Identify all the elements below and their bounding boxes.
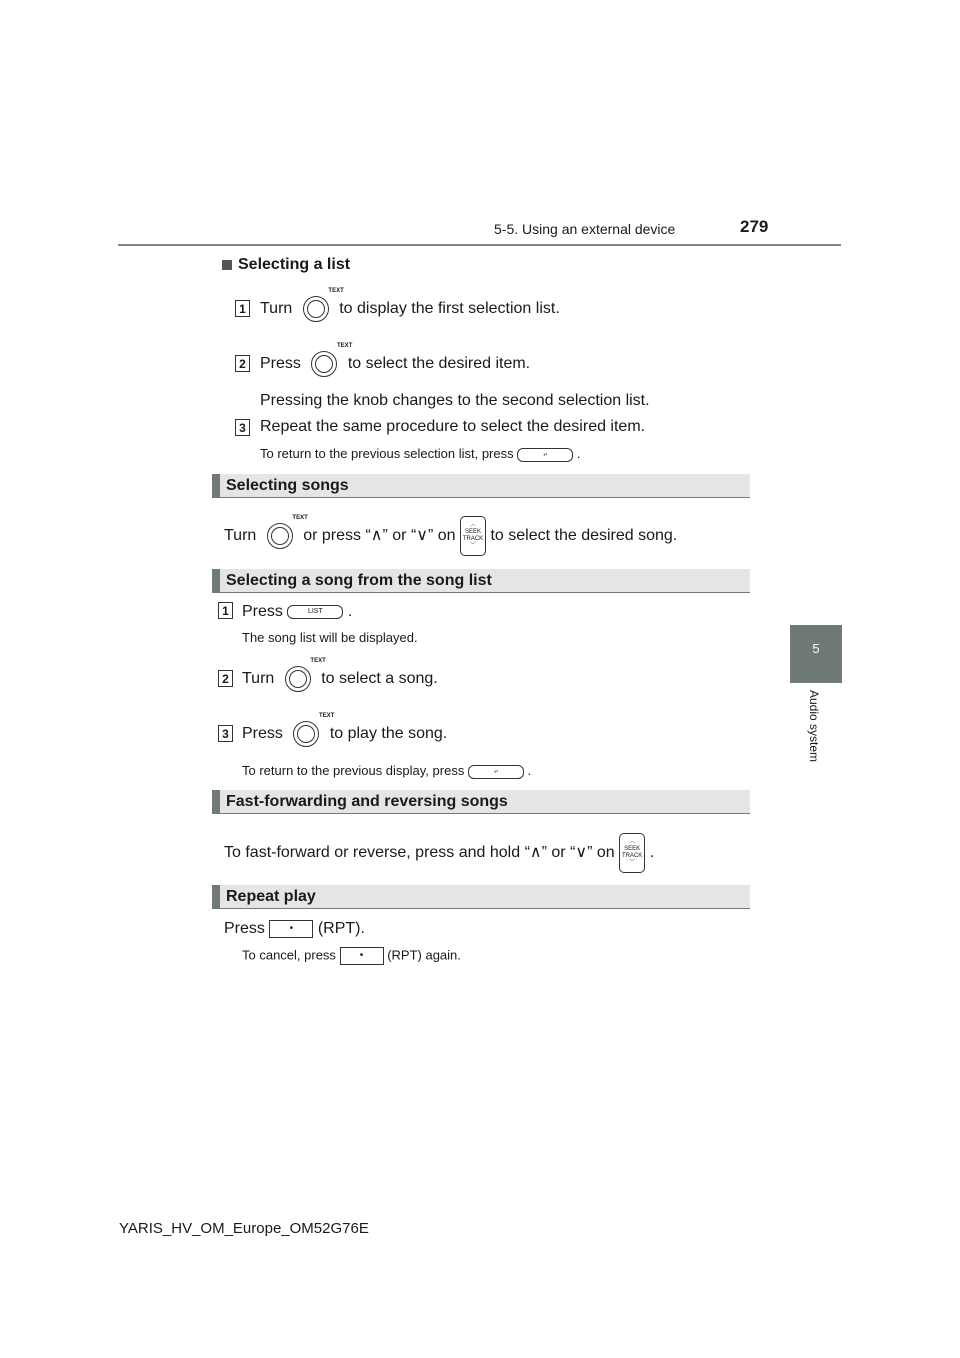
chapter-number: 5 bbox=[812, 641, 820, 656]
step-text: Press TEXT to play the song. bbox=[242, 721, 447, 747]
repeat-play-text: Press • (RPT). bbox=[224, 920, 365, 938]
step-text: Turn TEXT to select a song. bbox=[242, 666, 438, 692]
tune-knob-icon: TEXT bbox=[267, 523, 293, 549]
return-note: To return to the previous display, press ⤶ . bbox=[242, 763, 532, 778]
section-heading-repeat-play: Repeat play bbox=[212, 885, 750, 909]
chapter-tab bbox=[790, 625, 842, 683]
step-number: 3 bbox=[235, 419, 250, 436]
subheading-selecting-list: Selecting a list bbox=[222, 256, 350, 274]
chapter-label: Audio system bbox=[807, 690, 821, 763]
header-rule bbox=[118, 244, 841, 246]
step-number: 2 bbox=[218, 670, 233, 687]
selecting-songs-text: Turn TEXT or press “∧” or “∨” on ︿ SEEK TRACK ﹀ to select the desired song. bbox=[224, 516, 677, 556]
back-button-icon: ⤶ bbox=[468, 765, 524, 779]
section-heading-fast-forward: Fast-forwarding and reversing songs bbox=[212, 790, 750, 814]
step-note: The song list will be displayed. bbox=[242, 630, 418, 645]
back-button-icon: ⤶ bbox=[517, 448, 573, 462]
header-section-title: 5-5. Using an external device bbox=[494, 221, 676, 237]
section-heading-selecting-songs: Selecting songs bbox=[212, 474, 750, 498]
preset-button-icon: • bbox=[269, 920, 313, 938]
step-number: 2 bbox=[235, 355, 250, 372]
seek-track-button-icon: ︿ SEEK TRACK ﹀ bbox=[619, 833, 645, 873]
step-number: 3 bbox=[218, 725, 233, 742]
return-note: To return to the previous selection list, press ⤶ . bbox=[260, 446, 581, 461]
step-text: Press TEXT to select the desired item. bbox=[260, 351, 530, 377]
step-text: Press LIST . bbox=[242, 603, 353, 620]
preset-button-icon: • bbox=[340, 947, 384, 965]
section-heading-song-list: Selecting a song from the song list bbox=[212, 569, 750, 593]
tune-knob-icon: TEXT bbox=[311, 351, 337, 377]
square-bullet-icon bbox=[222, 260, 232, 270]
tune-knob-icon: TEXT bbox=[285, 666, 311, 692]
document-footer: YARIS_HV_OM_Europe_OM52G76E bbox=[119, 1220, 369, 1237]
step-note: Pressing the knob changes to the second selection list. bbox=[260, 392, 650, 409]
step-number: 1 bbox=[218, 602, 233, 619]
repeat-cancel-note: To cancel, press • (RPT) again. bbox=[242, 947, 461, 965]
tune-knob-icon: TEXT bbox=[303, 296, 329, 322]
step-number: 1 bbox=[235, 300, 250, 317]
step-text: Turn TEXT to display the first selection list. bbox=[260, 296, 560, 322]
list-button-icon: LIST bbox=[287, 605, 343, 619]
page-number: 279 bbox=[740, 217, 769, 236]
tune-knob-icon: TEXT bbox=[293, 721, 319, 747]
step-text: Repeat the same procedure to select the desired item. bbox=[260, 418, 646, 435]
seek-track-button-icon: ︿ SEEK TRACK ﹀ bbox=[460, 516, 486, 556]
fast-forward-text: To fast-forward or reverse, press and hold “∧” or “∨” on ︿ SEEK TRACK ﹀ . bbox=[224, 833, 654, 873]
